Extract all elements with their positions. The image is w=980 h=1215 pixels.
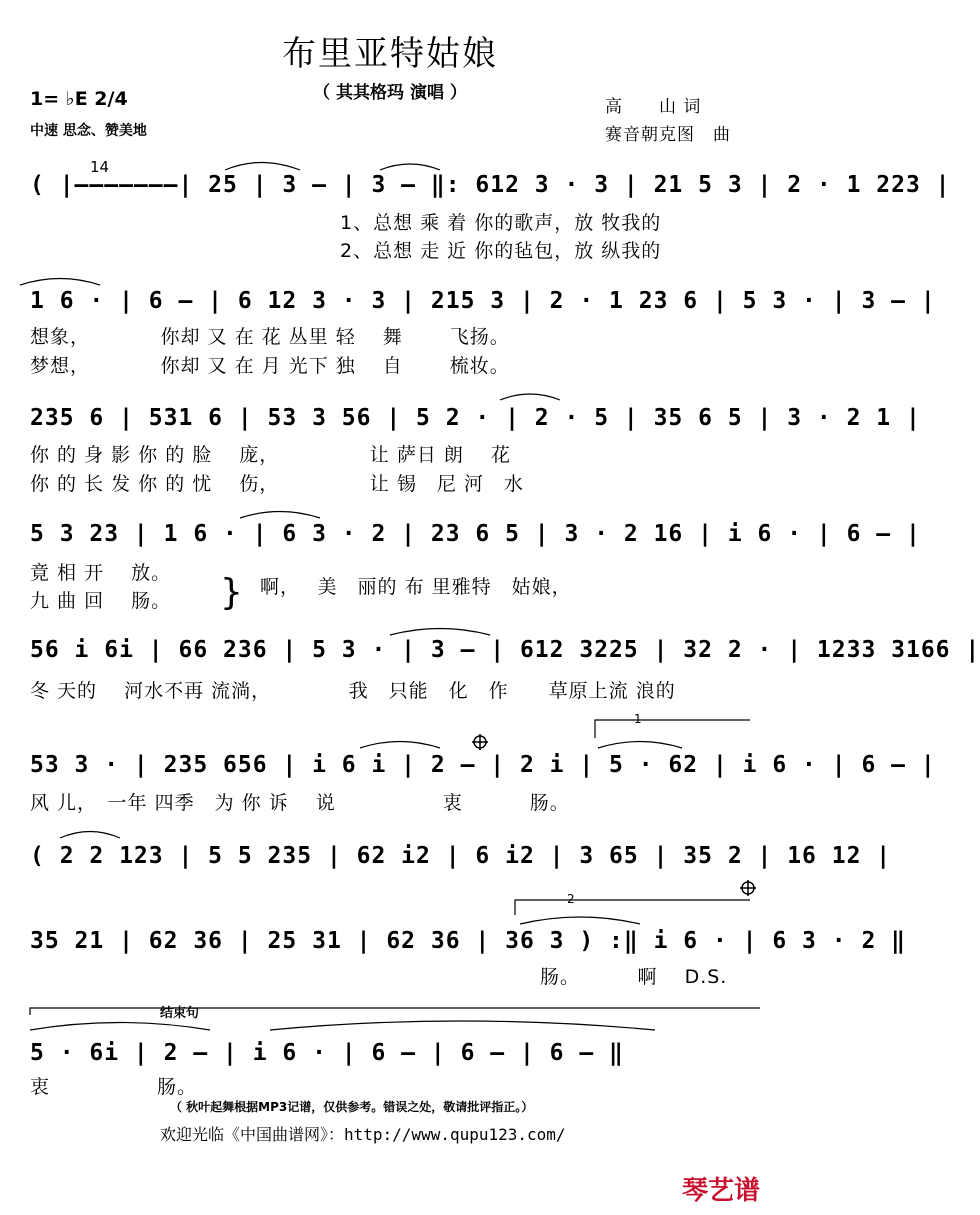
singer-credit: （ 其其格玛 演唱 ） [313,83,467,103]
slur-arc [520,917,640,924]
score-row-9: 5 · 6i | 2 – | i 6 · | 6 – | 6 – | 6 – ‖ [30,1040,624,1066]
slur-arc [500,394,560,400]
slur-arc [390,629,490,636]
lyric-row-4-verse-2: 九 曲 回 肠。 [30,590,172,612]
score-row-2: 1 6 · | 6 – | 6 12 3 · 3 | 215 3 | 2 · 1 23 6 | 5 3 · | 3 – | [30,288,936,314]
ending-bracket [30,1008,760,1015]
slur-arc [380,164,440,170]
lyricist-credit: 高 山 词 [605,97,702,117]
volta-2-label: 2 [567,892,575,906]
brand-logo: 琴艺谱 [681,1176,760,1206]
lyric-row-5: 冬 天的 河水不再 流淌， 我 只能 化 作 草原上流 浪的 [30,680,676,702]
volta-2-bracket [515,900,750,915]
slur-arc [240,512,320,519]
score-row-7: ( 2 2 123 | 5 5 235 | 62 i2 | 6 i2 | 3 65 | 35 2 | 16 12 | [30,843,892,869]
lyric-row-3-verse-2: 你 的 长 发 你 的 忧 伤， 让 锡 尼 河 水 [30,473,524,495]
lyric-row-1-verse-2: 2、总想 走 近 你的毡包，放 纵我的 [340,240,662,262]
key-signature: 1= ♭E 2/4 [30,88,128,110]
page-title: 布里亚特姑娘 [282,34,498,74]
brace: } [220,572,244,613]
volta-1-label: 1 [634,712,642,726]
score-row-1: ( |———————| 25 | 3 – | 3 – ‖: 612 3 · 3 | 21 5 3 | 2 · 1 223 | [30,172,951,198]
lyric-row-9: 衷 肠。 [30,1076,198,1098]
lyric-row-3-verse-1: 你 的 身 影 你 的 脸 庞， 让 萨日 朗 花 [30,444,511,466]
lyric-row-6: 风 儿， 一年 四季 为 你 诉 说 衷 肠。 [30,792,570,814]
lyric-row-2-verse-2: 梦想， 你却 又 在 月 光下 独 自 梳妆。 [30,355,510,377]
slur-arc [360,742,440,749]
lyric-row-4-bridge: 啊， 美 丽的 布 里雅特 姑娘， [260,576,572,598]
score-row-5: 56 i 6i | 66 236 | 5 3 · | 3 – | 612 3225 | 32 2 · | 1233 3166 | [30,637,980,663]
score-row-3: 235 6 | 531 6 | 53 3 56 | 5 2 · | 2 · 5 | 35 6 5 | 3 · 2 1 | [30,405,921,431]
lyric-row-2-verse-1: 想象， 你却 又 在 花 丛里 轻 舞 飞扬。 [30,326,510,348]
transcription-note: （ 秋叶起舞根据MP3记谱，仅供参考。错误之处，敬请批评指正。） [170,1100,534,1114]
score-row-6: 53 3 · | 235 656 | i 6 i | 2 – | 2 i | 5 · 62 | i 6 · | 6 – | [30,752,936,778]
site-footer: 欢迎光临《中国曲谱网》：http://www.qupu123.com/ [160,1125,566,1144]
slur-arc [270,1021,655,1030]
lyric-row-8: 肠。 啊 D.S. [540,966,728,988]
slur-arc [60,832,120,839]
lyric-row-1-verse-1: 1、总想 乘 着 你的歌声，放 牧我的 [340,212,662,234]
tempo-marking: 中速 思念、赞美地 [30,123,147,139]
slur-arc [598,742,682,749]
lyric-row-4-verse-1: 竟 相 开 放。 [30,562,172,584]
ending-label: 结束句 [160,1006,200,1021]
slur-arc [20,279,100,286]
composer-credit: 赛音朝克图 曲 [605,125,731,145]
slur-arc [225,163,300,171]
rest-count: 14 [90,158,110,176]
score-row-8: 35 21 | 62 36 | 25 31 | 62 36 | 36 3 ) :‖ i 6 · | 6 3 · 2 ‖ [30,928,906,954]
volta-1-bracket [595,720,750,738]
slur-arc [30,1023,210,1031]
score-row-4: 5 3 23 | 1 6 · | 6 3 · 2 | 23 6 5 | 3 · 2 16 | i 6 · | 6 – | [30,521,921,547]
